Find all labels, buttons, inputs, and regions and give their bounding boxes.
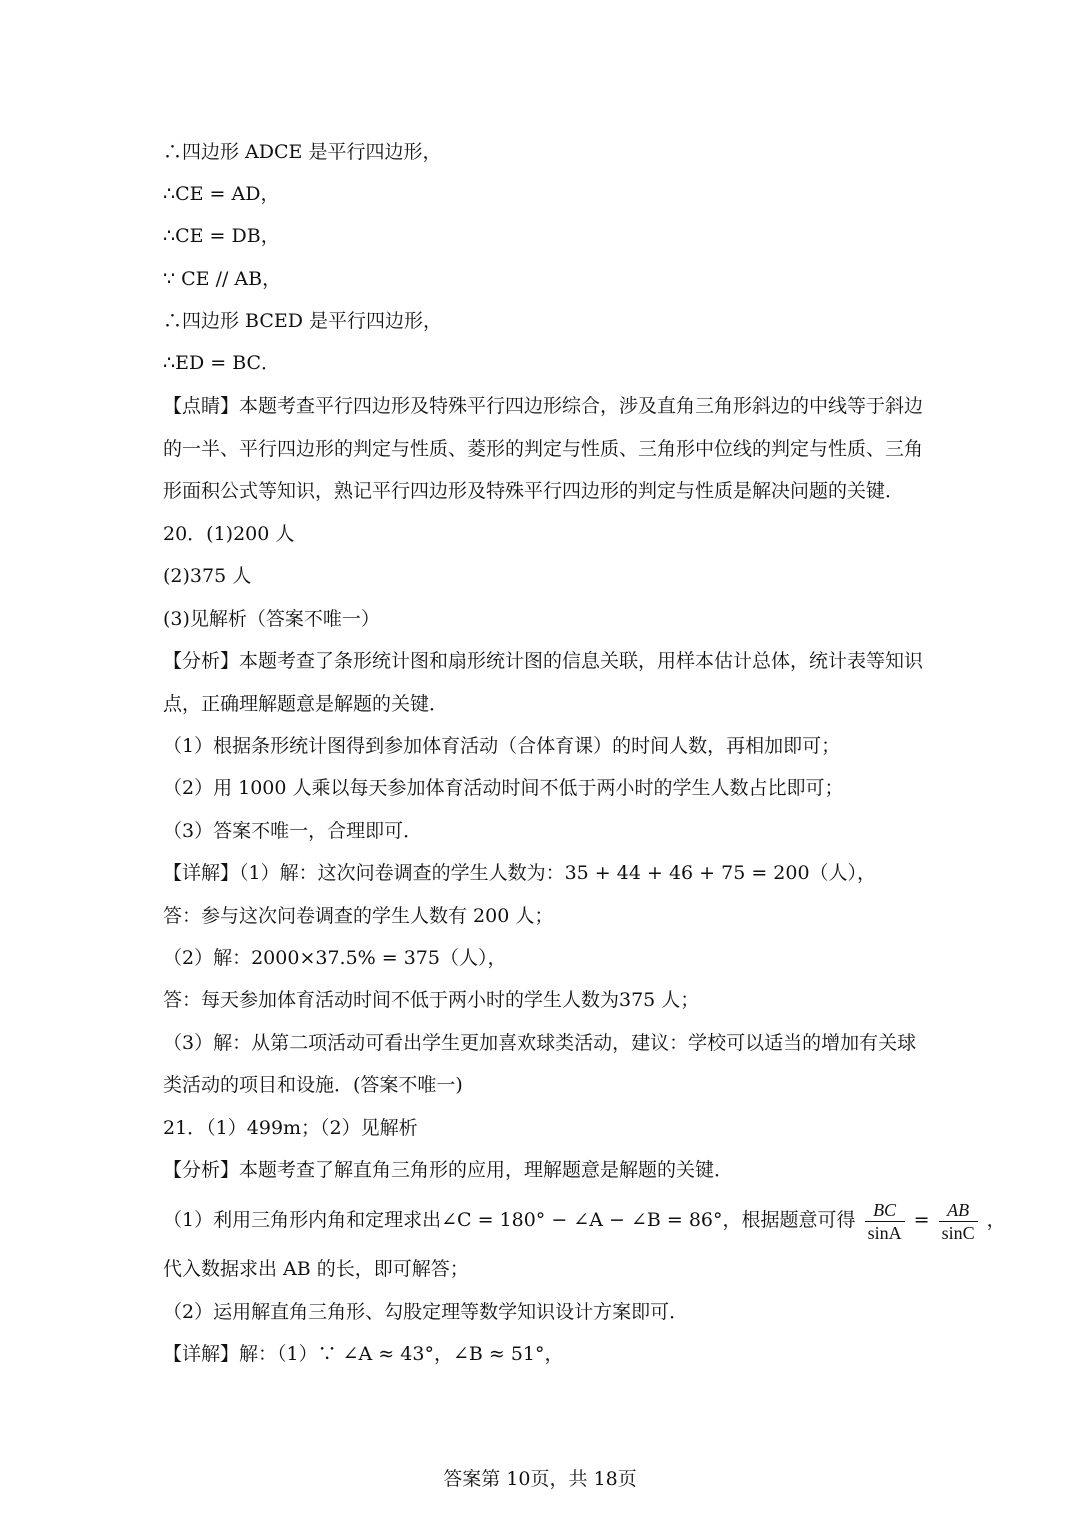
text-line: ∴四边形 ADCE 是平行四边形， bbox=[163, 141, 442, 163]
text-line: 【分析】本题考查了条形统计图和扇形统计图的信息关联，用样本估计总体，统计表等知识 bbox=[163, 650, 924, 672]
text-line: 代入数据求出 AB 的长，即可解答； bbox=[163, 1258, 469, 1280]
text-line: 【分析】本题考查了解直角三角形的应用，理解题意是解题的关键． bbox=[163, 1159, 734, 1181]
text-line: (2)375 人 bbox=[163, 565, 252, 587]
text-line: 【详解】解：（1）∵ ∠A ≈ 43°，∠B ≈ 51°， bbox=[163, 1343, 564, 1365]
text-line: ∴CE = AD， bbox=[163, 183, 280, 205]
fraction-denominator: sinA bbox=[867, 1222, 902, 1243]
text-line: ∴CE = DB， bbox=[163, 225, 280, 247]
equals-sign: = bbox=[913, 1209, 930, 1231]
text-line: 【详解】（1）解：这次问卷调查的学生人数为：35 + 44 + 46 + 75 = 200（人）， bbox=[163, 862, 877, 884]
fraction-ab-over-sinc bbox=[939, 1199, 978, 1244]
text-line: （1）根据条形统计图得到参加体育活动（合体育课）的时间人数，再相加即可； bbox=[163, 735, 841, 757]
text-line: （2）运用解直角三角形、勾股定理等数学知识设计方案即可． bbox=[163, 1301, 689, 1323]
text-line-with-formula bbox=[163, 1196, 1006, 1244]
page-footer: 答案第 10页，共 18页 bbox=[443, 1468, 637, 1490]
text-segment: ， bbox=[986, 1209, 1006, 1231]
text-line: ∵ CE // AB， bbox=[163, 268, 282, 290]
text-line: （2）解：2000×37.5% = 375（人）， bbox=[163, 947, 507, 969]
text-line: 20．(1)200 人 bbox=[163, 523, 295, 545]
text-segment: （1）利用三角形内角和定理求出∠C = 180° − ∠A − ∠B = 86°，根据题意可得 bbox=[163, 1209, 856, 1231]
text-line: 答：每天参加体育活动时间不低于两小时的学生人数为375 人； bbox=[163, 989, 700, 1011]
text-line: （3）答案不唯一，合理即可． bbox=[163, 820, 423, 842]
text-line: ∴ED = BC． bbox=[163, 352, 281, 374]
text-line: 点，正确理解题意是解题的关键． bbox=[163, 693, 449, 715]
fraction-numerator: AB bbox=[939, 1199, 978, 1222]
text-line: 的一半、平行四边形的判定与性质、菱形的判定与性质、三角形中位线的判定与性质、三角 bbox=[163, 438, 924, 460]
text-line: (3)见解析（答案不唯一） bbox=[163, 608, 380, 630]
text-line: ∴四边形 BCED 是平行四边形， bbox=[163, 310, 443, 332]
text-line: 类活动的项目和设施．(答案不唯一) bbox=[163, 1074, 463, 1096]
text-line: 形面积公式等知识，熟记平行四边形及特殊平行四边形的判定与性质是解决问题的关键． bbox=[163, 480, 905, 502]
text-line: （3）解：从第二项活动可看出学生更加喜欢球类活动，建议：学校可以适当的增加有关球 bbox=[163, 1032, 917, 1054]
fraction-numerator: BC bbox=[865, 1199, 905, 1222]
text-line: 答：参与这次问卷调查的学生人数有 200 人； bbox=[163, 905, 554, 927]
text-line: （2）用 1000 人乘以每天参加体育活动时间不低于两小时的学生人数占比即可； bbox=[163, 777, 844, 799]
text-line: 【点睛】本题考查平行四边形及特殊平行四边形综合，涉及直角三角形斜边的中线等于斜边 bbox=[163, 395, 924, 417]
text-line: 21．（1）499m；（2）见解析 bbox=[163, 1117, 418, 1139]
fraction-bc-over-sina bbox=[865, 1199, 905, 1244]
fraction-denominator: sinC bbox=[941, 1222, 975, 1243]
